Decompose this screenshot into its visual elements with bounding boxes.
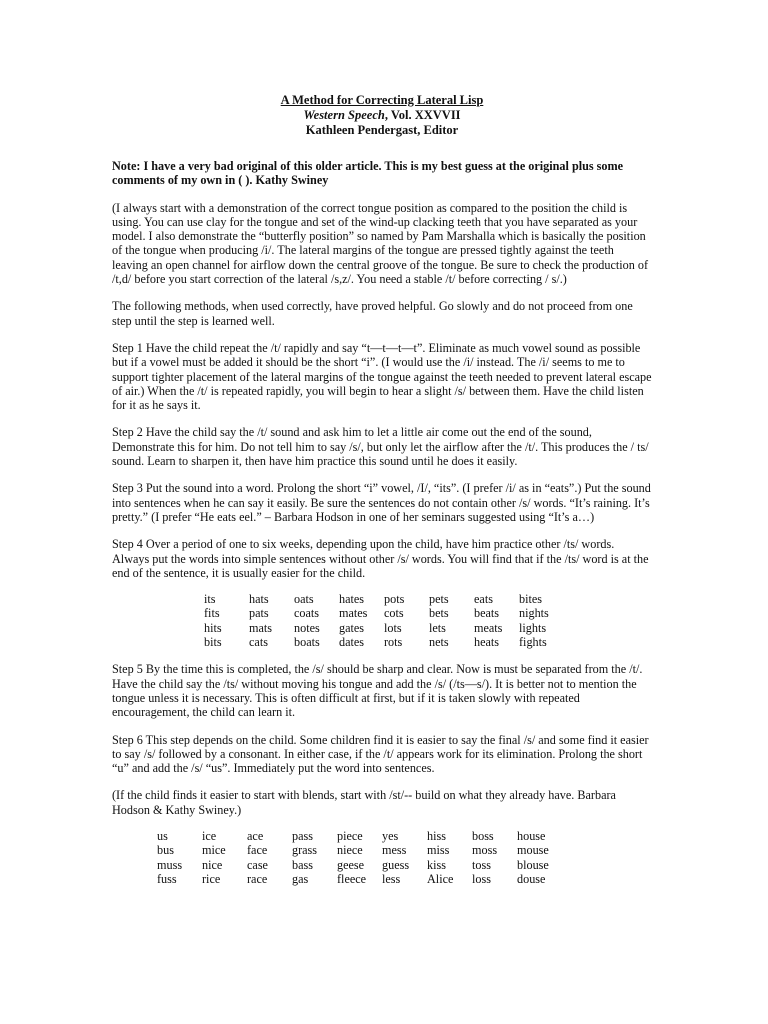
s-word-table xyxy=(157,829,562,886)
word-row xyxy=(204,592,564,606)
word-cell: coats xyxy=(294,606,320,621)
word-cell: muss xyxy=(157,857,183,872)
document-page xyxy=(112,93,652,886)
word-cell: grass xyxy=(292,843,318,858)
word-cell: house xyxy=(517,828,546,843)
word-cell: bites xyxy=(519,592,543,607)
word-cell: pats xyxy=(249,606,269,621)
word-cell: bass xyxy=(292,857,313,872)
word-row xyxy=(204,635,564,649)
step-4-paragraph: Step 4 Over a period of one to six weeks, depending upon the child, have him practice other /ts/ words. Always put the words into simple sentences without other /s/ words. You will find that if the /ts/ word is at the end of the sentence, it is usually easier for the child. xyxy=(112,537,649,580)
word-cell: face xyxy=(247,843,268,858)
word-cell: mess xyxy=(382,843,407,858)
word-cell: moss xyxy=(472,843,498,858)
word-cell: nights xyxy=(519,606,549,621)
step-2-paragraph: Step 2 Have the child say the /t/ sound and ask him to let a little air come out the end of the sound, Demonstrate this for him. Do not tell him to say /s/, but only let the airflow after the /t/. This produces the / ts/ sound. Learn to sharpen it, then have him practice this sound until he does it easily. xyxy=(112,425,649,469)
word-cell: hiss xyxy=(427,828,446,843)
word-cell: nets xyxy=(429,635,449,650)
word-cell: fleece xyxy=(337,871,367,886)
word-cell: rice xyxy=(202,871,221,886)
word-cell: gates xyxy=(339,620,365,635)
word-cell: hits xyxy=(204,620,222,635)
word-cell: ice xyxy=(202,828,217,843)
word-cell: hates xyxy=(339,592,365,607)
word-cell: meats xyxy=(474,620,503,635)
step-3-paragraph: Step 3 Put the sound into a word. Prolong the short “i” vowel, /I/, “its”. (I prefer /i/ as in “eats”.) Put the sound into sentences when he can say it easily. Be sure the sentences do not contain other /s/ words. “It’s raining. It’s pretty.” (I prefer “He eats eel.” – Barbara Hodson in one of her seminars suggested using “It’s a…) xyxy=(112,481,651,524)
note-paragraph: Note: I have a very bad original of this older article. This is my best guess at the original plus some comments of my own in ( ). Kathy Swiney xyxy=(112,159,624,188)
article-title: A Method for Correcting Lateral Lisp xyxy=(280,93,484,107)
word-cell: race xyxy=(247,871,268,886)
journal-volume: , Vol. XXVVII xyxy=(384,108,461,122)
article-header xyxy=(112,93,652,138)
word-cell: lets xyxy=(429,620,446,635)
word-cell: guess xyxy=(382,857,410,872)
word-cell: bets xyxy=(429,606,449,621)
ts-word-table xyxy=(204,592,564,649)
journal-line xyxy=(112,108,652,123)
word-cell: douse xyxy=(517,871,546,886)
step-1-paragraph: Step 1 Have the child repeat the /t/ rapidly and say “t—t—t—t”. Eliminate as much vowel sound as possible but if a vowel must be added it should be the short “i”. (I would use the /i/ instead. The /i/ seems to me to support tighter placement of the lateral margins of the tongue against the teeth needed to prevent lateral escape of air.) When the /t/ is repeated rapidly, you will begin to hear a slight /s/ between them. Have the child listen for it as he says it. xyxy=(112,340,652,413)
word-cell: lots xyxy=(384,620,402,635)
word-cell: lights xyxy=(519,620,547,635)
word-cell: gas xyxy=(292,871,309,886)
word-cell: bus xyxy=(157,843,174,858)
word-cell: us xyxy=(157,828,168,843)
word-cell: boats xyxy=(294,635,320,650)
word-cell: cats xyxy=(249,635,268,650)
word-cell: mice xyxy=(202,843,226,858)
word-cell: case xyxy=(247,857,268,872)
word-cell: bits xyxy=(204,635,222,650)
word-cell: miss xyxy=(427,843,450,858)
word-row xyxy=(157,843,562,857)
step-6-paragraph: Step 6 This step depends on the child. Some children find it is easier to say the final /s/ and some find it easier to say /s/ followed by a consonant. In either case, if the /t/ appears work for its elimination. Prolong the short “u” and add the /s/ “us”. Immediately put the word into sentences. xyxy=(112,732,649,776)
word-cell: its xyxy=(204,592,216,607)
word-cell: rots xyxy=(384,635,403,650)
word-cell: Alice xyxy=(427,871,454,886)
step-5-paragraph: Step 5 By the time this is completed, the /s/ should be sharp and clear. Now is must be separated from the /t/. Have the child say the /ts/ without moving his tongue and add the /s/ (/ts—s/). It is better not to mention the tongue unless it is necessary. This is often difficult at first, but if it is taken slowly with repeated encouragement, the child can learn it. xyxy=(112,662,643,720)
word-cell: piece xyxy=(337,828,363,843)
word-cell: ace xyxy=(247,828,264,843)
word-cell: loss xyxy=(472,871,491,886)
word-cell: notes xyxy=(294,620,320,635)
word-cell: fights xyxy=(519,635,547,650)
word-cell: heats xyxy=(474,635,500,650)
methods-paragraph: The following methods, when used correctly, have proved helpful. Go slowly and do not proceed from one step until the step is learned well. xyxy=(112,299,633,328)
word-cell: mates xyxy=(339,606,368,621)
word-row xyxy=(157,872,562,886)
word-cell: fits xyxy=(204,606,220,621)
word-cell: boss xyxy=(472,828,494,843)
word-cell: nice xyxy=(202,857,223,872)
word-cell: kiss xyxy=(427,857,446,872)
word-cell: less xyxy=(382,871,401,886)
word-cell: pots xyxy=(384,592,405,607)
word-cell: mats xyxy=(249,620,273,635)
word-cell: beats xyxy=(474,606,500,621)
journal-name: Western Speech xyxy=(303,108,385,122)
word-cell: yes xyxy=(382,828,399,843)
intro-paragraph: (I always start with a demonstration of the correct tongue position as compared to the position the child is using. You can use clay for the tongue and set of the wind-up clacking teeth that you have separated as your model. I also demonstrate the “butterfly position” so named by Pam Marshalla which is basically the position of the tongue when producing /i/. The lateral margins of the tongue are pressed tightly against the teeth leaving an open channel for airflow down the central groove of the tongue. Be sure to check the production of /t,d/ before you start correction of the lateral /s,z/. You need a stable /t/ before correcting / s/.) xyxy=(112,200,649,287)
word-row xyxy=(204,621,564,635)
word-cell: eats xyxy=(474,592,493,607)
word-row xyxy=(157,858,562,872)
word-cell: blouse xyxy=(517,857,549,872)
word-cell: mouse xyxy=(517,843,549,858)
editor-line: Kathleen Pendergast, Editor xyxy=(305,123,459,137)
word-row xyxy=(157,829,562,843)
blends-paragraph: (If the child finds it easier to start with blends, start with /st/-- build on what they already have. Barbara Hodson & Kathy Swiney.) xyxy=(112,788,616,817)
word-cell: oats xyxy=(294,592,314,607)
word-row xyxy=(204,606,564,620)
word-cell: fuss xyxy=(157,871,177,886)
word-cell: dates xyxy=(339,635,365,650)
word-cell: pass xyxy=(292,828,313,843)
word-cell: toss xyxy=(472,857,491,872)
word-cell: hats xyxy=(249,592,269,607)
word-cell: niece xyxy=(337,843,363,858)
word-cell: geese xyxy=(337,857,365,872)
word-cell: pets xyxy=(429,592,449,607)
word-cell: cots xyxy=(384,606,404,621)
